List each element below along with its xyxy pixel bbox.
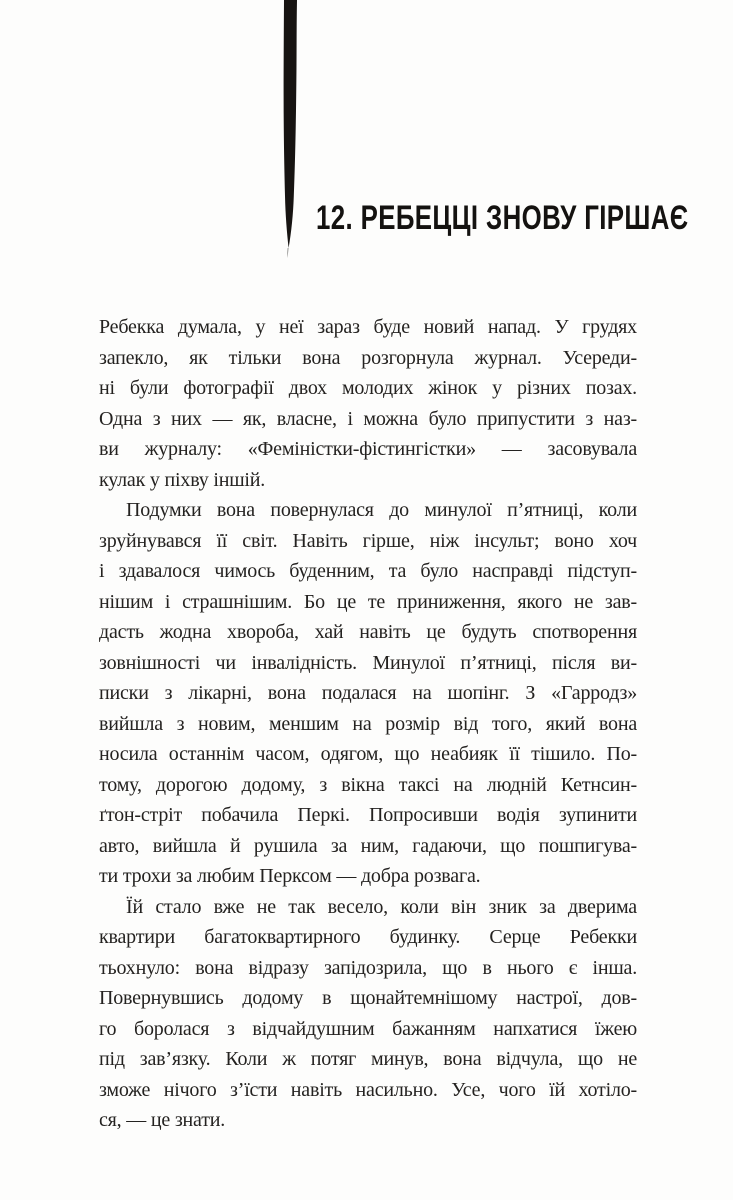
text-line: ви журналу: «Феміністки-фістингістки» — засовувала [99, 438, 637, 460]
text-line: нішим і страшнішим. Бо це те приниження, якого не зав- [99, 590, 637, 613]
text-line: тьохнуло: вона відразу запідозрила, що в нього є інша. [99, 956, 637, 979]
body-text [99, 312, 637, 1136]
text-line: квартири багатоквартирного будинку. Серце Ребекки [99, 926, 637, 948]
text-line: Одна з них — як, власне, і можна було припустити з наз- [99, 407, 637, 430]
text-line: вийшла з новим, меншим на розмір від того, який вона [99, 712, 637, 735]
text-line: зможе нічого з’їсти навіть насильно. Усе, чого їй хотіло- [99, 1078, 637, 1101]
text-line: авто, вийшла й рушила за ним, гадаючи, що пошпигува- [99, 834, 637, 857]
text-line: ти трохи за любим Перксом — добра розвага. [99, 865, 481, 887]
text-line: ні були фотографії двох молодих жінок у різних позах. [99, 377, 637, 399]
text-line: го боролася з відчайдушним бажанням напхатися їжею [99, 1017, 637, 1040]
text-line: носила останнім часом, одягом, що неабияк її тішило. По- [99, 743, 637, 765]
text-line: ся, — це знати. [99, 1109, 226, 1131]
text-line: Ребекка думала, у неї зараз буде новий напад. У грудях [99, 316, 637, 338]
ink-brushstroke-icon [277, 0, 301, 260]
text-line: тому, дорогою додому, з вікна таксі на людній Кетнсин- [99, 773, 637, 796]
text-line: під зав’язку. Коли ж потяг минув, вона відчула, що не [99, 1048, 637, 1070]
text-line: Повернувшись додому в щонайтемнішому настрої, дов- [99, 987, 637, 1009]
text-line: кулак у піхву іншій. [99, 468, 266, 491]
text-line: зруйнувався її світ. Навіть гірше, ніж інсульт; воно хоч [99, 529, 637, 552]
text-line: Їй стало вже не так весело, коли він зник за дверима [126, 895, 637, 918]
text-line: писки з лікарні, вона подалася на шопінг. З «Гарродз» [99, 682, 637, 704]
text-line: і здавалося чимось буденним, та було насправді підступ- [99, 560, 637, 582]
chapter-heading: 12. РЕБЕЦЦІ ЗНОВУ ГІРШАЄ [316, 199, 689, 237]
text-line: ґтон-стріт побачила Перкі. Попросивши водія зупинити [99, 804, 637, 826]
text-line: запекло, як тільки вона розгорнула журнал. Усереди- [99, 346, 637, 369]
text-line: дасть жодна хвороба, хай навіть це будуть спотворення [99, 621, 637, 643]
text-line: Подумки вона повернулася до минулої п’ятниці, коли [126, 499, 637, 521]
text-line: зовнішності чи інвалідність. Минулої п’ятниці, після ви- [99, 651, 637, 674]
